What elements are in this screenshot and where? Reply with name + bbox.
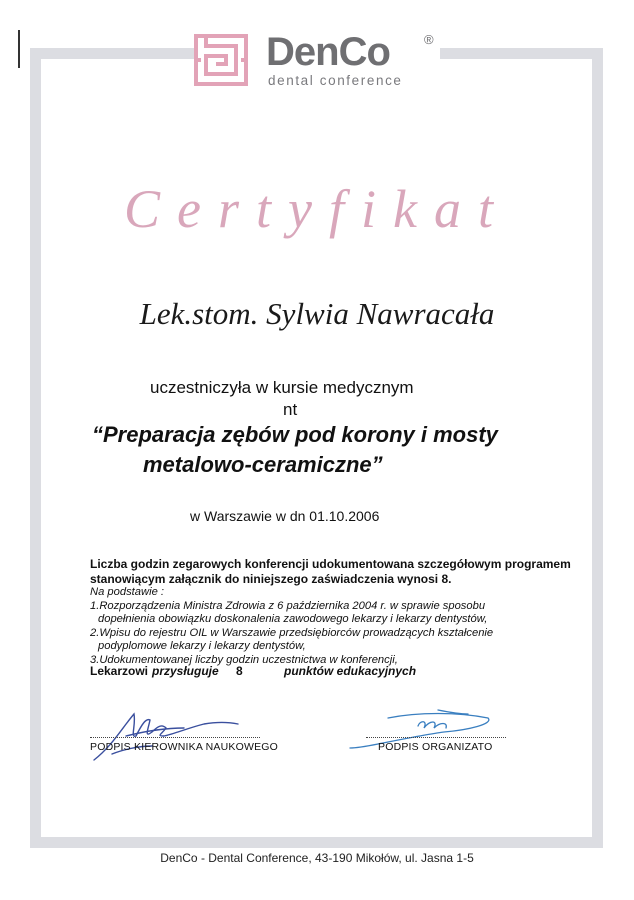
basis-item: podyplomowe lekarzy i lekarzy dentystów, [98, 640, 306, 653]
basis-item: dopełnienia obowiązku doskonalenia zawodowego lekarzy i lekarzy dentystów, [98, 613, 488, 626]
course-title-line-2: metalowo-ceramiczne” [143, 452, 383, 477]
points-label: Lekarzowi [90, 664, 149, 678]
denco-logo [194, 30, 440, 90]
legal-basis [90, 586, 493, 668]
place-date: w Warszawie w dn 01.10.2006 [190, 508, 380, 524]
scientific-director-label: PODPIS KIEROWNIKA NAUKOWEGO [90, 741, 279, 753]
brand-name: DenCo [266, 30, 390, 74]
recipient-name: Lek.stom. Sylwia Nawracała [139, 296, 495, 331]
nt-text: nt [283, 400, 298, 419]
participation-text: uczestniczyła w kursie medycznym [150, 378, 414, 397]
organizer-label: PODPIS ORGANIZATO [378, 741, 493, 753]
course-title-line-1: “Preparacja zębów pod korony i mosty [92, 422, 498, 447]
basis-item: 1.Rozporządzenia Ministra Zdrowia z 6 października 2004 r. w sprawie sposobu [90, 599, 486, 612]
points-value: 8 [236, 664, 243, 678]
basis-title: Na podstawie : [90, 586, 165, 598]
registered-mark: ® [424, 32, 434, 47]
maze-logo-icon [194, 34, 248, 86]
certificate-title: Certyfikat [124, 179, 510, 239]
hours-line: Liczba godzin zegarowych konferencji udokumentowana szczegółowym programem [90, 557, 571, 571]
scientific-director-signature [92, 706, 242, 766]
scan-mark [18, 30, 20, 68]
hours-line: stanowiącym załącznik do niniejszego zaświadczenia wynosi 8. [90, 572, 452, 586]
points-verb: przysługuje [152, 664, 219, 678]
signature-line-right [366, 737, 506, 738]
basis-item: 2.Wpisu do rejestru OIL w Warszawie przedsiębiorców prowadzących kształcenie [90, 626, 494, 639]
hours-statement [90, 557, 571, 587]
footer-address: DenCo - Dental Conference, 43-190 Mikołów, ul. Jasna 1-5 [160, 851, 474, 865]
brand-subtitle: dental conference [268, 73, 403, 88]
signature-line-left [90, 737, 260, 738]
basis-item: 3.Udokumentowanej liczby godzin uczestnictwa w konferencji, [90, 653, 398, 666]
points-unit: punktów edukacyjnych [284, 664, 417, 678]
